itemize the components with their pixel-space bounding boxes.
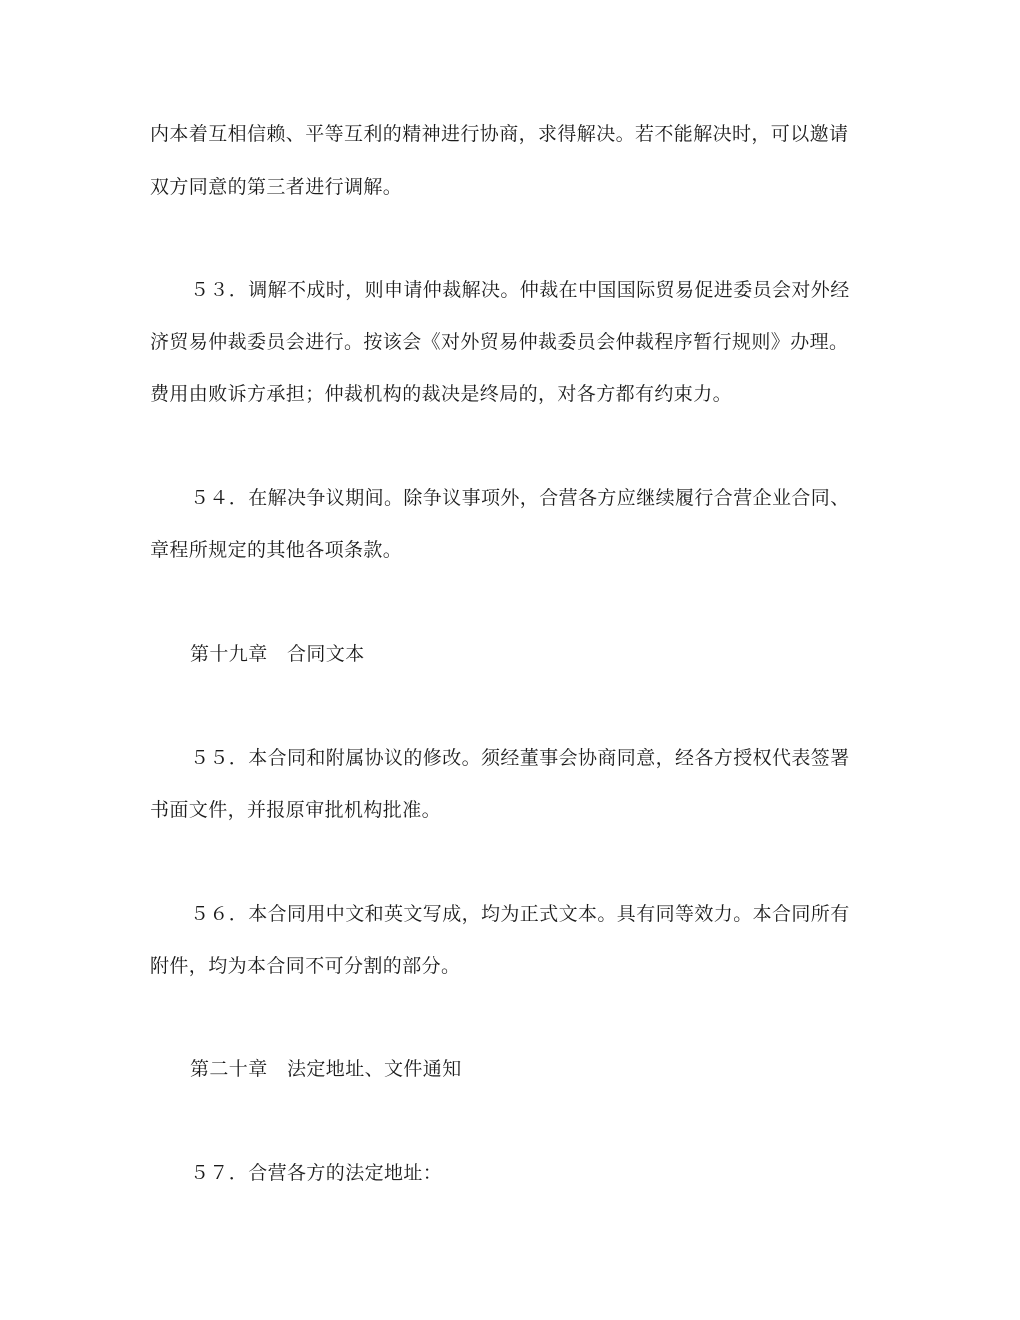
chapter-20-heading: 第二十章 法定地址、文件通知: [190, 1058, 462, 1080]
clause-54-line-2: 章程所规定的其他各项条款。: [150, 539, 403, 561]
clause-55-line-1: ５５．本合同和附属协议的修改。须经董事会协商同意，经各方授权代表签署: [190, 747, 850, 769]
paragraph-52-line-2: 双方同意的第三者进行调解。: [150, 176, 403, 198]
clause-54-line-1: ５４．在解决争议期间。除争议事项外，合营各方应继续履行合营企业合同、: [190, 487, 850, 509]
paragraph-52-line-1: 内本着互相信赖、平等互利的精神进行协商，求得解决。若不能解决时，可以邀请: [150, 123, 849, 145]
clause-53-line-3: 费用由败诉方承担；仲裁机构的裁决是终局的，对各方都有约束力。: [150, 383, 733, 405]
clause-55-line-2: 书面文件，并报原审批机构批准。: [150, 799, 442, 821]
clause-57-line-1: ５７．合营各方的法定地址：: [190, 1162, 443, 1184]
clause-56-line-2: 附件，均为本合同不可分割的部分。: [150, 955, 461, 977]
chapter-19-heading: 第十九章 合同文本: [190, 643, 365, 665]
clause-53-line-1: ５３．调解不成时，则申请仲裁解决。仲裁在中国国际贸易促进委员会对外经: [190, 279, 850, 301]
clause-56-line-1: ５６．本合同用中文和英文写成，均为正式文本。具有同等效力。本合同所有: [190, 903, 850, 925]
clause-53-line-2: 济贸易仲裁委员会进行。按该会《对外贸易仲裁委员会仲裁程序暂行规则》办理。: [150, 331, 849, 353]
